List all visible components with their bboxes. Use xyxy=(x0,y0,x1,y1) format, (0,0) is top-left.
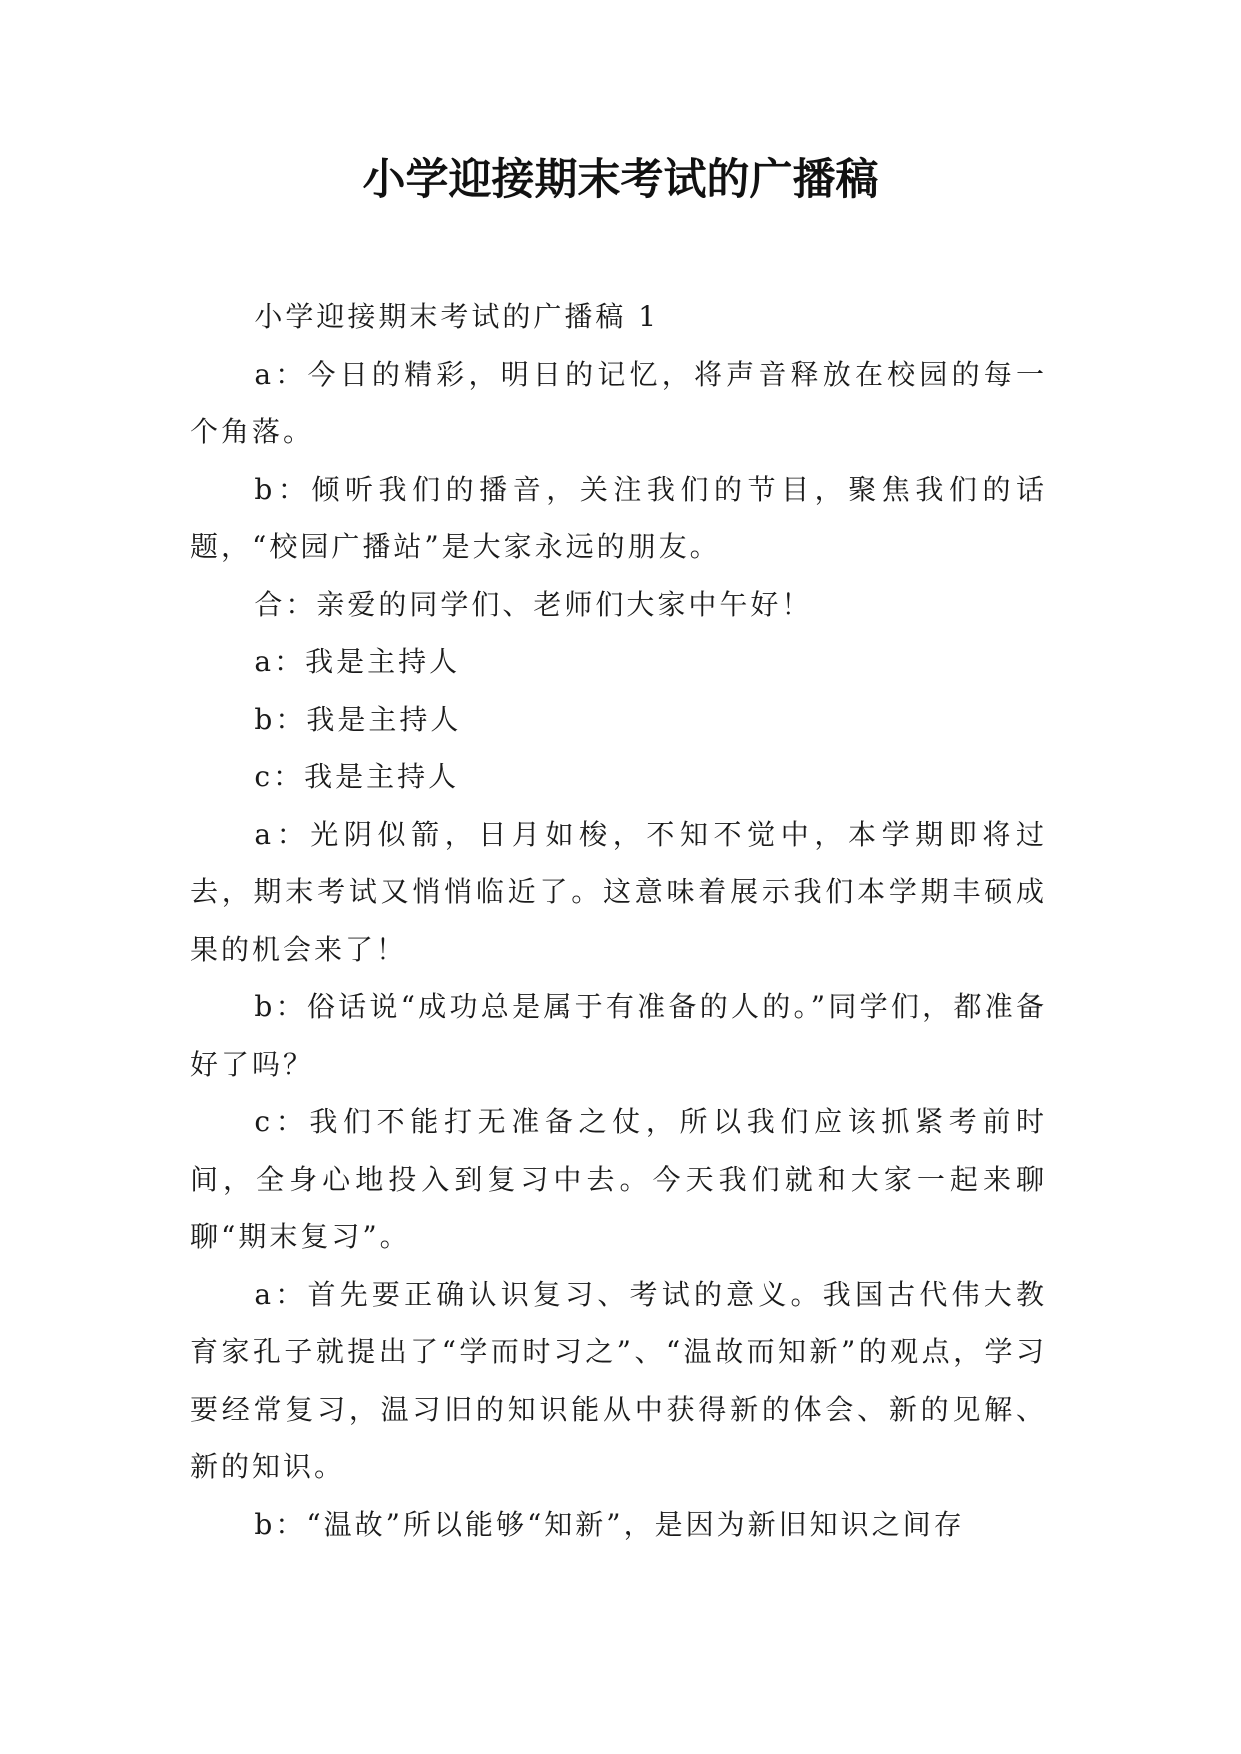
paragraph: c：我们不能打无准备之仗，所以我们应该抓紧考前时间，全身心地投入到复习中去。今天我们就和大家一起来聊聊“期末复习”。 xyxy=(190,1105,1047,1253)
paragraph: 合：亲爱的同学们、老师们大家中午好！ xyxy=(254,587,813,621)
paragraph: a：今日的精彩，明日的记忆，将声音释放在校园的每一个角落。 xyxy=(190,357,1047,448)
paragraph: b：倾听我们的播音，关注我们的节目，聚焦我们的话题，“校园广播站”是大家永远的朋友。 xyxy=(190,472,1047,563)
paragraph: a：我是主持人 xyxy=(254,645,461,678)
paragraph: c：我是主持人 xyxy=(254,760,460,793)
paragraph: b：我是主持人 xyxy=(254,702,462,736)
paragraph: b：俗话说“成功总是属于有准备的人的。”同学们，都准备好了吗？ xyxy=(190,990,1047,1081)
paragraph: a：光阴似箭，日月如梭，不知不觉中，本学期即将过去，期末考试又悄悄临近了。这意味着展示我们本学期丰硕成果的机会来了！ xyxy=(190,817,1047,966)
paragraph: a：首先要正确认识复习、考试的意义。我国古代伟大教育家孔子就提出了“学而时习之”、“温故而知新”的观点，学习要经常复习，温习旧的知识能从中获得新的体会、新的见解、新的知识。 xyxy=(190,1277,1047,1483)
paragraph: b：“温故”所以能够“知新”，是因为新旧知识之间存 xyxy=(254,1507,965,1541)
paragraph-section-heading: 小学迎接期末考试的广播稿 1 xyxy=(254,300,660,333)
document-body xyxy=(190,288,1047,1553)
document-title: 小学迎接期末考试的广播稿 xyxy=(362,155,879,205)
